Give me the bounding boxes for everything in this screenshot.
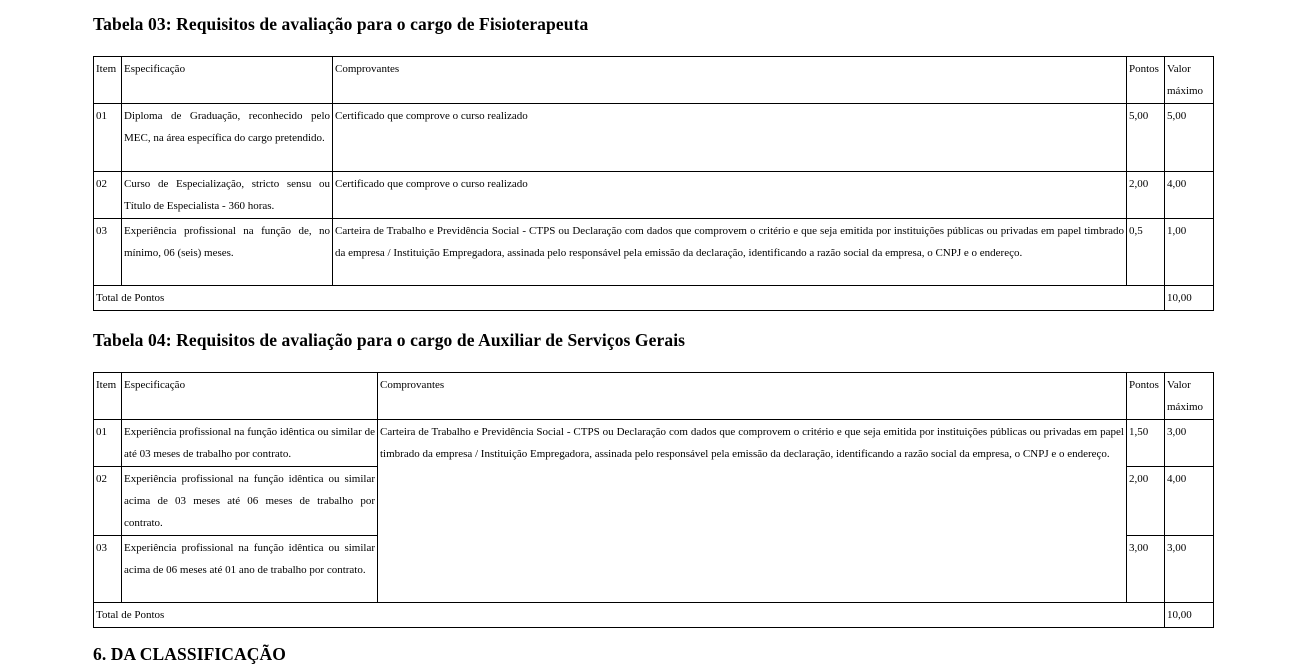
table-header-row xyxy=(94,57,1214,104)
header-max: Valor máximo xyxy=(1165,373,1214,420)
row-max: 4,00 xyxy=(1165,172,1214,219)
row-max: 4,00 xyxy=(1165,467,1214,536)
row-proof: Carteira de Trabalho e Previdência Social - CTPS ou Declaração com dados que comprovem o critério e que seja emitida por instituições públicas ou privadas em papel timbrado da empresa / Instituição Empregadora, assinada pelo responsável pela emissão da declaração, identificando a razão social da empresa, o CNPJ e o endereço. xyxy=(333,219,1127,286)
table-03-title: Tabela 03: Requisitos de avaliação para o cargo de Fisioterapeuta xyxy=(93,14,589,34)
total-label: Total de Pontos xyxy=(94,603,1165,628)
row-spec: Experiência profissional na função de, no mínimo, 06 (seis) meses. xyxy=(122,219,333,286)
row-item: 03 xyxy=(94,219,122,286)
row-points: 1,50 xyxy=(1127,420,1165,467)
total-label: Total de Pontos xyxy=(94,286,1165,311)
header-points: Pontos xyxy=(1127,57,1165,104)
header-proof: Comprovantes xyxy=(378,373,1127,420)
row-item: 01 xyxy=(94,104,122,172)
table-row xyxy=(94,219,1214,286)
row-spec: Experiência profissional na função idêntica ou similar acima de 06 meses até 01 ano de trabalho por contrato. xyxy=(122,536,378,603)
header-points: Pontos xyxy=(1127,373,1165,420)
header-spec: Especificação xyxy=(122,373,378,420)
header-max: Valor máximo xyxy=(1165,57,1214,104)
row-item: 03 xyxy=(94,536,122,603)
row-spec: Experiência profissional na função idêntica ou similar de até 03 meses de trabalho por contrato. xyxy=(122,420,378,467)
row-proof: Carteira de Trabalho e Previdência Social - CTPS ou Declaração com dados que comprovem o critério e que seja emitida por instituições públicas ou privadas em papel timbrado da empresa / Instituição Empregadora, assinada pelo responsável pela emissão da declaração, identificando a razão social da empresa, o CNPJ e o endereço. xyxy=(378,420,1127,603)
header-proof: Comprovantes xyxy=(333,57,1127,104)
total-value: 10,00 xyxy=(1165,286,1214,311)
row-points: 0,5 xyxy=(1127,219,1165,286)
table-03 xyxy=(93,56,1214,311)
header-spec: Especificação xyxy=(122,57,333,104)
row-points: 2,00 xyxy=(1127,467,1165,536)
total-row xyxy=(94,286,1214,311)
row-spec: Experiência profissional na função idêntica ou similar acima de 03 meses até 06 meses de trabalho por contrato. xyxy=(122,467,378,536)
row-max: 1,00 xyxy=(1165,219,1214,286)
row-max: 3,00 xyxy=(1165,420,1214,467)
row-points: 2,00 xyxy=(1127,172,1165,219)
row-max: 5,00 xyxy=(1165,104,1214,172)
total-row xyxy=(94,603,1214,628)
table-row xyxy=(94,172,1214,219)
row-item: 02 xyxy=(94,467,122,536)
total-value: 10,00 xyxy=(1165,603,1214,628)
row-item: 01 xyxy=(94,420,122,467)
table-row xyxy=(94,104,1214,172)
row-proof: Certificado que comprove o curso realizado xyxy=(333,172,1127,219)
header-item: Item xyxy=(94,373,122,420)
row-points: 3,00 xyxy=(1127,536,1165,603)
row-proof: Certificado que comprove o curso realizado xyxy=(333,104,1127,172)
header-item: Item xyxy=(94,57,122,104)
table-04-title: Tabela 04: Requisitos de avaliação para o cargo de Auxiliar de Serviços Gerais xyxy=(93,330,686,350)
table-04 xyxy=(93,372,1214,628)
row-max: 3,00 xyxy=(1165,536,1214,603)
row-item: 02 xyxy=(94,172,122,219)
row-points: 5,00 xyxy=(1127,104,1165,172)
row-spec: Curso de Especialização, stricto sensu ou Título de Especialista - 360 horas. xyxy=(122,172,333,219)
row-spec: Diploma de Graduação, reconhecido pelo MEC, na área específica do cargo pretendido. xyxy=(122,104,333,172)
table-header-row xyxy=(94,373,1214,420)
table-row xyxy=(94,420,1214,467)
section-heading: 6. DA CLASSIFICAÇÃO xyxy=(93,644,286,664)
